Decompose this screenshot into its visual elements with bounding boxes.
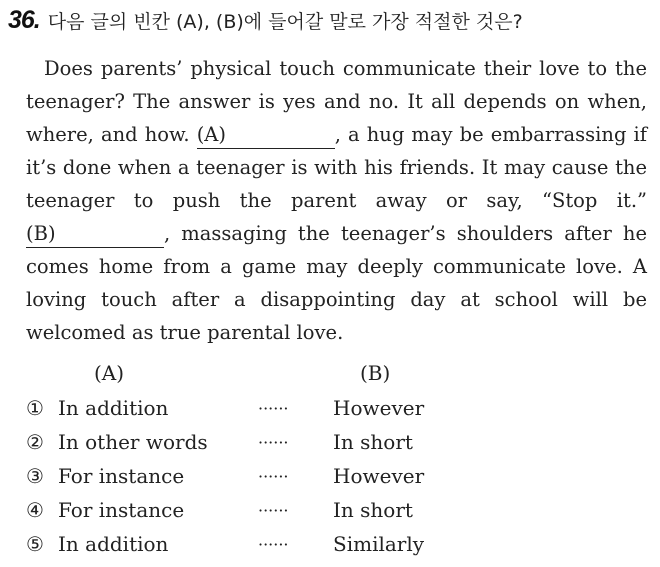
- column-header-a: (A): [94, 361, 125, 385]
- choice-a-text: For instance: [58, 498, 185, 522]
- choice-number: ④: [26, 498, 44, 522]
- passage-segment-2: , a hug may be embarrassing if it’s done when a teenager is with his friends. It may cause the teenager to push the parent away or say, “Stop it.”: [26, 123, 648, 212]
- choice-number: ③: [26, 464, 44, 488]
- choice-separator: ······: [258, 501, 289, 520]
- choice-separator: ······: [258, 535, 289, 554]
- choice-b-text: However: [333, 396, 425, 420]
- choice-number: ①: [26, 396, 44, 420]
- choice-b-text: Similarly: [333, 532, 425, 556]
- choice-separator: ······: [258, 433, 289, 452]
- choice-separator: ······: [258, 399, 289, 418]
- blank-a: (A): [197, 122, 335, 149]
- blank-b: (B): [26, 221, 164, 248]
- choice-a-text: In addition: [58, 532, 169, 556]
- choice-a-text: In addition: [58, 396, 169, 420]
- answer-choice-4[interactable]: [26, 498, 646, 528]
- column-header-b: (B): [360, 361, 391, 385]
- question-number: 36.: [8, 6, 40, 34]
- choice-b-text: However: [333, 464, 425, 488]
- choice-number: ②: [26, 430, 44, 454]
- question-prompt: 다음 글의 빈칸 (A), (B)에 들어갈 말로 가장 적절한 것은?: [47, 11, 523, 33]
- answer-choice-5[interactable]: [26, 532, 646, 562]
- answer-choice-3[interactable]: [26, 464, 646, 494]
- choice-separator: ······: [258, 467, 289, 486]
- choice-a-text: In other words: [58, 430, 208, 454]
- passage-segment-3: , massaging the teenager’s shoulders after he comes home from a game may deeply communicate love. A loving touch after a disappointing day at school will be welcomed as true parental love.: [26, 222, 647, 344]
- question-header: [8, 6, 523, 38]
- answer-choice-2[interactable]: [26, 430, 646, 460]
- choice-number: ⑤: [26, 532, 44, 556]
- answer-choice-1[interactable]: [26, 396, 646, 426]
- choice-b-text: In short: [333, 430, 413, 454]
- passage: [26, 52, 647, 349]
- choice-b-text: In short: [333, 498, 413, 522]
- passage-segment-1: Does parents’ physical touch communicate their love to the teenager? The answer is yes and no. It all depends on when, where, and how.: [26, 57, 647, 146]
- choice-a-text: For instance: [58, 464, 185, 488]
